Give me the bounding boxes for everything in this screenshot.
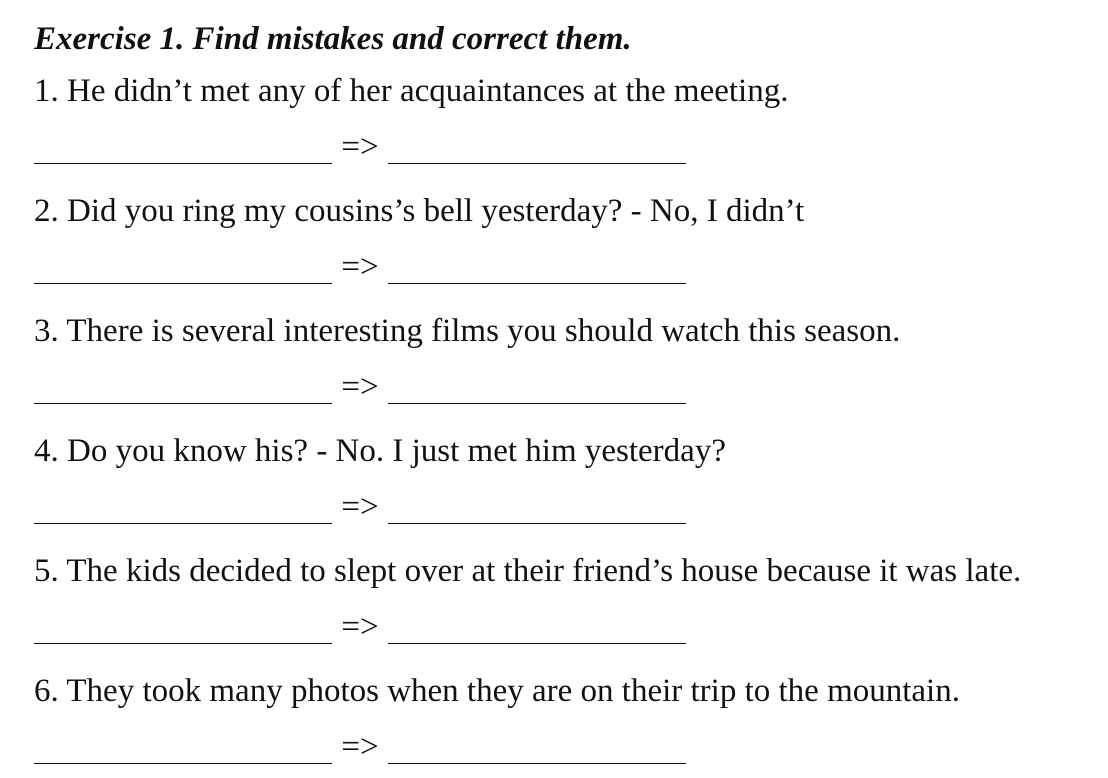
question-text: 4. Do you know his? - No. I just met him yesterday? <box>34 433 726 469</box>
answer-row <box>34 362 1104 404</box>
exercise-item-1 <box>34 70 1104 178</box>
correction-blank[interactable] <box>388 493 686 524</box>
correction-blank[interactable] <box>388 613 686 644</box>
answer-row <box>34 242 1104 284</box>
correction-blank[interactable] <box>388 133 686 164</box>
arrow-text: => <box>341 489 379 525</box>
question-text: 3. There is several interesting films you should watch this season. <box>34 313 901 349</box>
worksheet <box>34 18 1104 778</box>
question-text: 5. The kids decided to slept over at their friend’s house because it was late. <box>34 553 1022 589</box>
arrow-text: => <box>341 369 379 405</box>
exercise-item-6 <box>34 670 1104 778</box>
exercise-title: Exercise 1. Find mistakes and correct them. <box>34 21 632 57</box>
correction-blank[interactable] <box>388 253 686 284</box>
exercise-items <box>34 70 1104 778</box>
mistake-blank[interactable] <box>34 493 332 524</box>
arrow-text: => <box>341 729 379 765</box>
exercise-item-4 <box>34 430 1104 538</box>
answer-row <box>34 722 1104 764</box>
correction-blank[interactable] <box>388 373 686 404</box>
correction-blank[interactable] <box>388 733 686 764</box>
exercise-item-2 <box>34 190 1104 298</box>
answer-row <box>34 122 1104 164</box>
mistake-blank[interactable] <box>34 373 332 404</box>
arrow-text: => <box>341 609 379 645</box>
question-text: 1. He didn’t met any of her acquaintances at the meeting. <box>34 73 789 109</box>
mistake-blank[interactable] <box>34 733 332 764</box>
mistake-blank[interactable] <box>34 133 332 164</box>
exercise-item-3 <box>34 310 1104 418</box>
arrow-text: => <box>341 249 379 285</box>
mistake-blank[interactable] <box>34 613 332 644</box>
arrow-text: => <box>341 129 379 165</box>
mistake-blank[interactable] <box>34 253 332 284</box>
question-text: 6. They took many photos when they are on their trip to the mountain. <box>34 673 960 709</box>
answer-row <box>34 482 1104 524</box>
question-text: 2. Did you ring my cousins’s bell yesterday? - No, I didn’t <box>34 193 805 229</box>
answer-row <box>34 602 1104 644</box>
exercise-item-5 <box>34 550 1104 658</box>
